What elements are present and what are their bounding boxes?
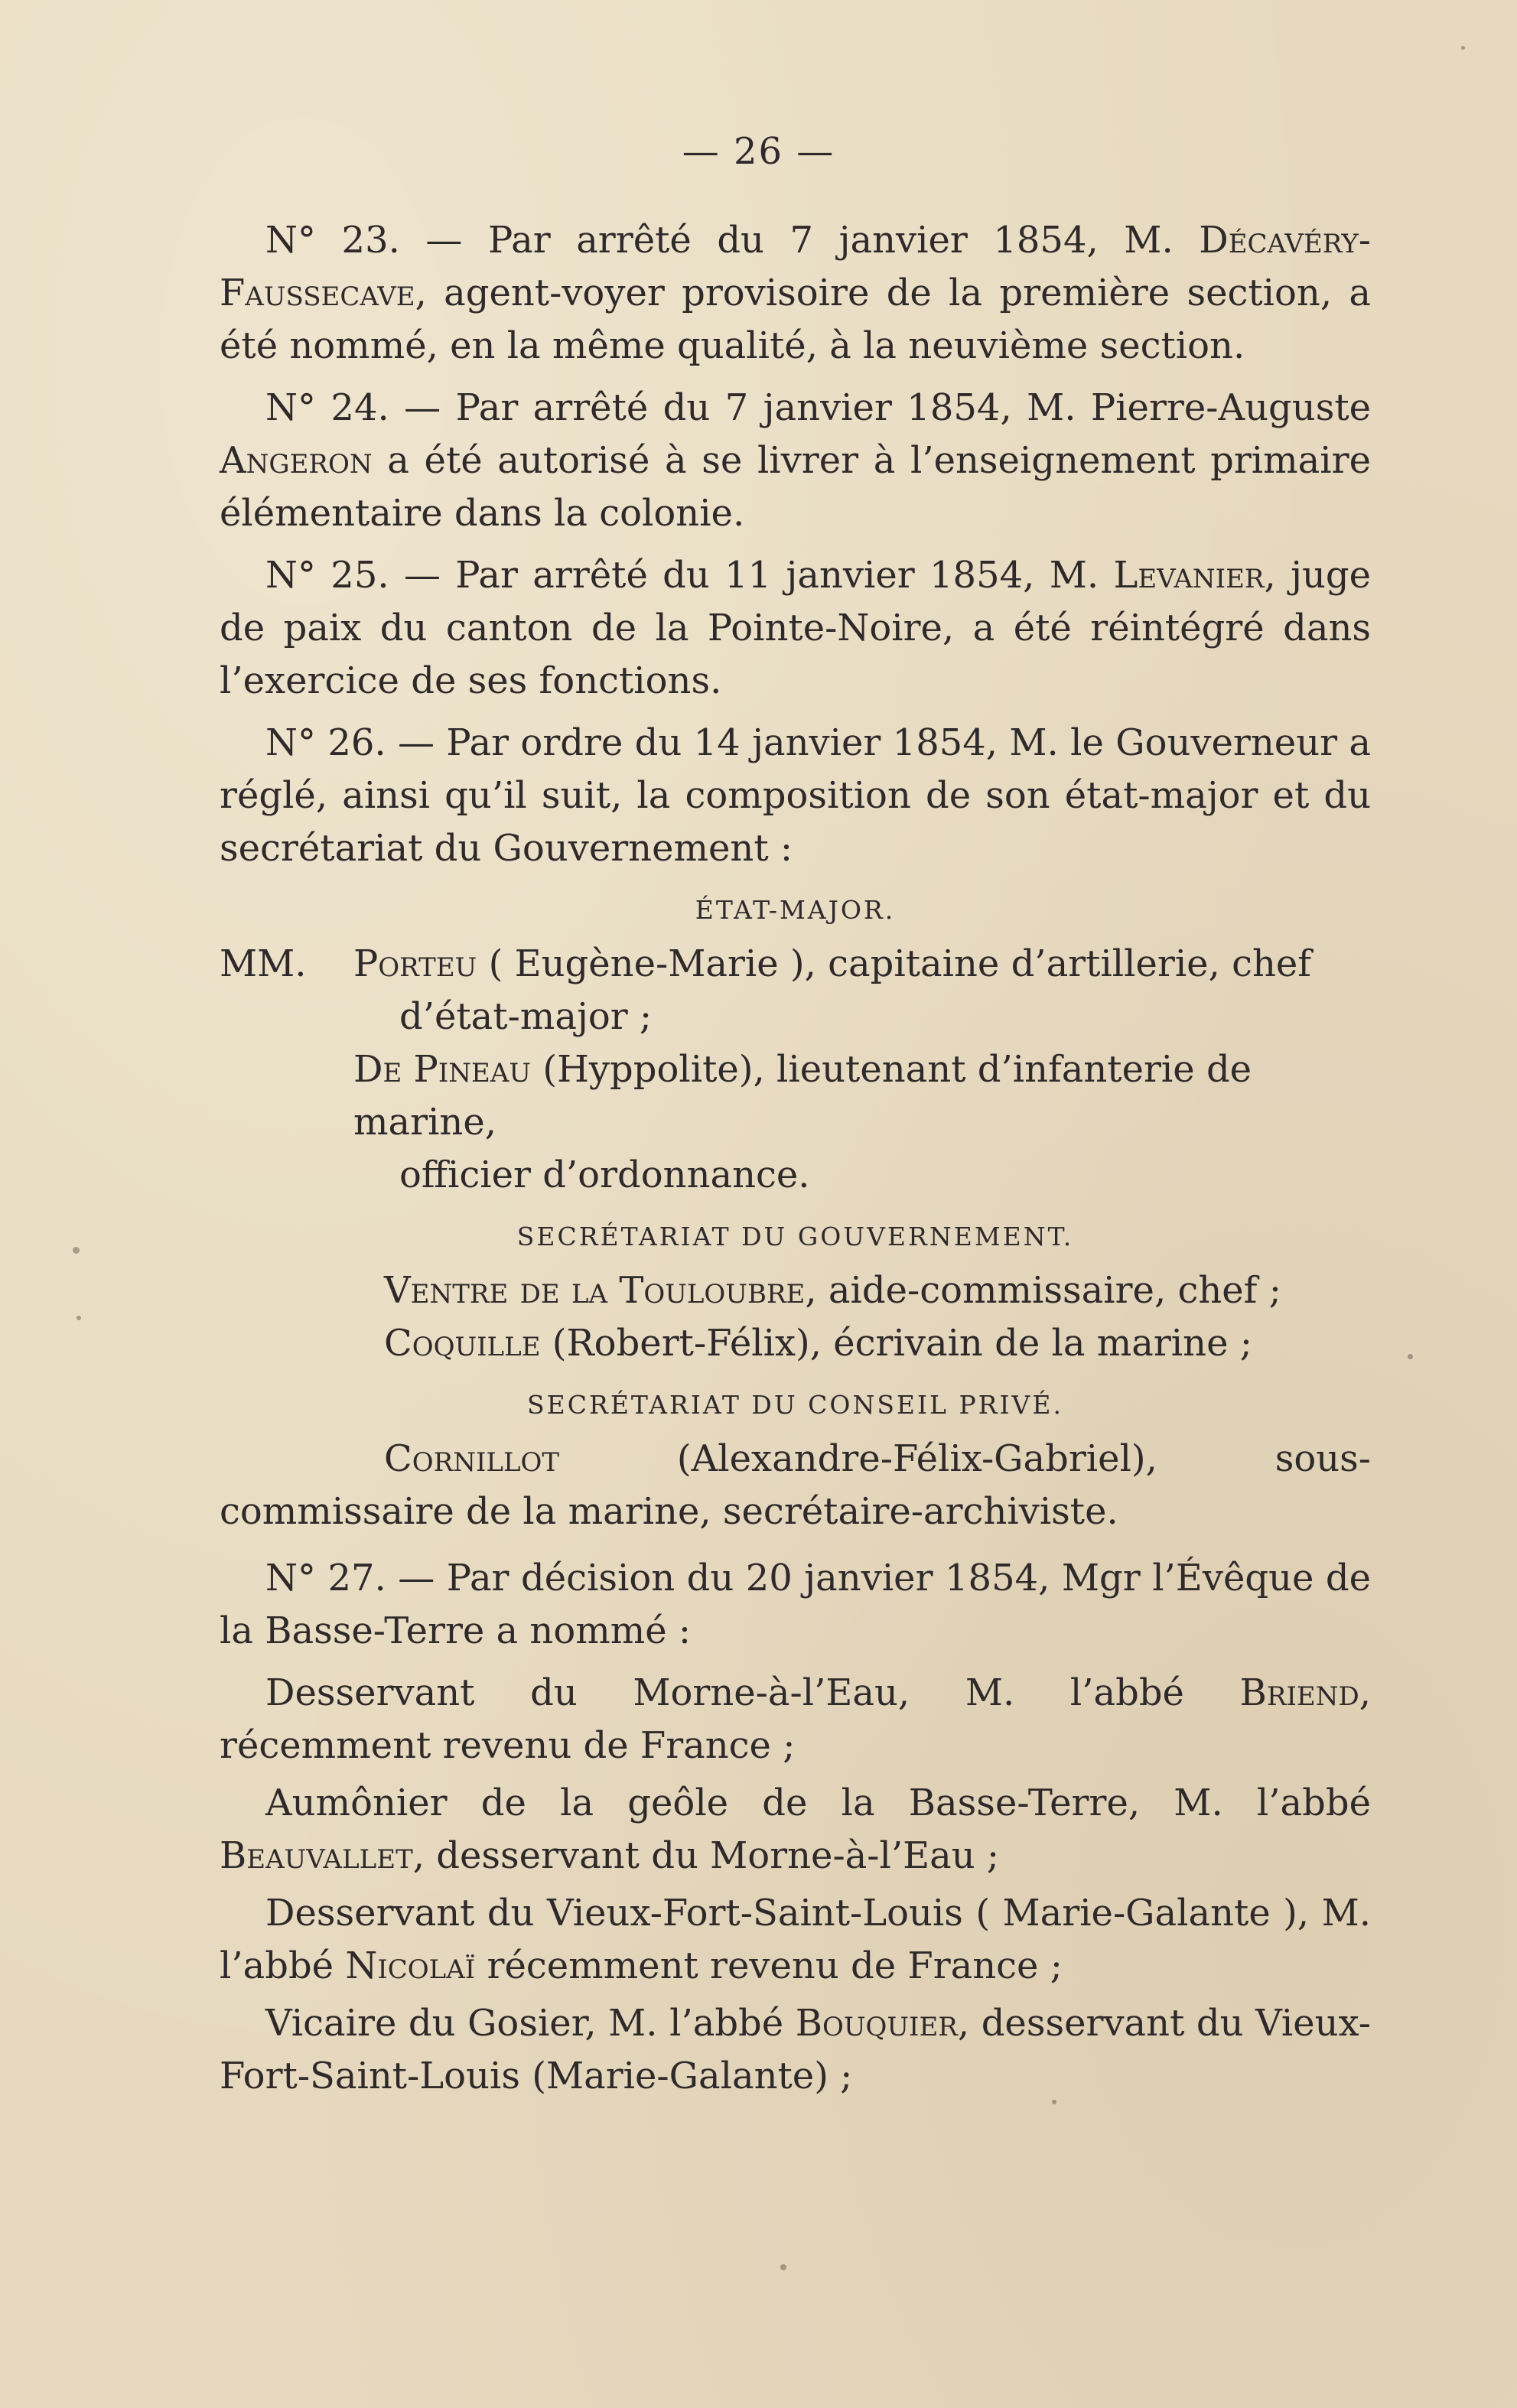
appointment-3-name: Nicolaï (345, 1944, 476, 1987)
appointment-1-text-b: , récemment revenu de France ; (220, 1671, 1371, 1767)
entry-25-text-b: , juge de paix du canton de la Pointe-Noire, a été réintégré dans l’exercice de ses fonctions. (220, 554, 1372, 702)
entry-25-label: N° 25. (265, 554, 389, 597)
staff-prefix: MM. (220, 942, 307, 985)
entry-25-dash: — (389, 554, 456, 597)
staff-text-ventre: , aide-commissaire, chef ; (805, 1269, 1281, 1312)
entry-23-name: Décavéry-Faussecave (220, 219, 1372, 314)
staff-entry-coquille (220, 1317, 1371, 1370)
entry-23-label: N° 23. (265, 219, 400, 262)
staff-name-cornillot: Cornillot (384, 1437, 560, 1480)
secretariat-gouvernement-heading: SECRÉTARIAT DU GOUVERNEMENT. (516, 1222, 1074, 1251)
entry-27-text: Par décision du 20 janvier 1854, Mgr l’Évêque de la Basse-Terre a nommé : (220, 1557, 1372, 1652)
etat-major-heading: ÉTAT-MAJOR. (695, 895, 896, 925)
appointment-1-name: Briend (1239, 1671, 1359, 1714)
entry-24-text-b: a été autorisé à se livrer à l’enseignement primaire élémentaire dans la colonie. (220, 439, 1371, 535)
appointment-2 (220, 1777, 1371, 1882)
entry-26-dash: — (386, 721, 447, 764)
staff-entry-porteu (220, 938, 1371, 1043)
entry-24-label: N° 24. (265, 386, 389, 429)
entry-23-dash: — (399, 219, 488, 262)
entry-24-dash: — (389, 386, 456, 429)
paper-speck (1408, 1354, 1413, 1359)
appointment-3-text-a: Desservant du Vieux-Fort-Saint-Louis ( Marie-Galante ), M. l’abbé (220, 1892, 1371, 1987)
staff-text-pineau-2: officier d’ordonnance. (399, 1154, 810, 1196)
staff-text-porteu-1: ( Eugène-Marie ), capitaine d’artillerie, chef (477, 942, 1312, 985)
staff-entry-pineau (220, 1043, 1371, 1202)
appointment-4 (220, 1997, 1371, 2103)
entry-26 (220, 717, 1371, 875)
entry-26-text: Par ordre du 14 janvier 1854, M. le Gouverneur a réglé, ainsi qu’il suit, la composition de son état-major et du secrétariat du Gouvernement : (220, 721, 1372, 870)
secretariat-conseil-heading: SECRÉTARIAT DU CONSEIL PRIVÉ. (527, 1390, 1063, 1420)
appointment-3 (220, 1887, 1371, 1993)
paper-speck (73, 1247, 80, 1254)
staff-name-porteu: Porteu (353, 942, 477, 985)
entry-25 (220, 549, 1371, 708)
paper-speck (1461, 46, 1465, 50)
entry-25-name: Levanier (1113, 554, 1265, 597)
paper-speck (77, 1316, 81, 1320)
page-body (220, 214, 1371, 2107)
page-number: — 26 — (682, 130, 835, 173)
appointment-3-text-b: récemment revenu de France ; (475, 1944, 1063, 1987)
appointment-2-name: Beauvallet (220, 1834, 413, 1877)
staff-entry-ventre (220, 1264, 1371, 1317)
staff-text-pineau-1: (Hyppolite), lieutenant d’infanterie de marine, (353, 1048, 1252, 1144)
entry-24-text-a: Par arrêté du 7 janvier 1854, M. Pierre-Auguste (455, 386, 1372, 429)
entry-25-text-a: Par arrêté du 11 janvier 1854, M. (455, 554, 1114, 597)
appointment-1 (220, 1667, 1371, 1772)
appointment-2-text-a: Aumônier de la geôle de la Basse-Terre, M. l’abbé (265, 1782, 1371, 1824)
appointment-1-text-a: Desservant du Morne-à-l’Eau, M. l’abbé (265, 1671, 1240, 1714)
entry-24-name: Angeron (220, 439, 373, 482)
entry-27 (220, 1552, 1371, 1658)
appointment-4-text-b: , desservant du Vieux-Fort-Saint-Louis (Marie-Galante) ; (220, 2002, 1372, 2097)
appointment-4-text-a: Vicaire du Gosier, M. l’abbé (265, 2002, 796, 2045)
staff-name-coquille: Coquille (384, 1322, 541, 1365)
staff-name-pineau: De Pineau (353, 1048, 532, 1091)
staff-text-porteu-2: d’état-major ; (399, 995, 653, 1038)
paper-speck (780, 2264, 786, 2270)
appointment-4-name: Bouquier (795, 2002, 958, 2045)
staff-text-coquille: (Robert-Félix), écrivain de la marine ; (540, 1322, 1252, 1365)
staff-text-cornillot: (Alexandre-Félix-Gabriel), sous-commissaire de la marine, secrétaire-archiviste. (220, 1437, 1371, 1533)
entry-23-text-a: Par arrêté du 7 janvier 1854, M. (487, 219, 1200, 262)
staff-entry-porteu-body (353, 938, 1371, 1043)
entry-23 (220, 214, 1371, 373)
entry-23-text-b: , agent-voyer provisoire de la première section, a été nommé, en la même qualité, à la neuvième section. (220, 272, 1371, 367)
entry-26-label: N° 26. (265, 721, 386, 764)
paper-speck (1052, 2100, 1056, 2104)
entry-27-dash: — (386, 1557, 447, 1599)
appointment-2-text-b: , desservant du Morne-à-l’Eau ; (412, 1834, 1000, 1877)
staff-entry-cornillot (220, 1433, 1371, 1538)
staff-name-ventre: Ventre de la Touloubre (384, 1269, 806, 1312)
entry-27-label: N° 27. (265, 1557, 386, 1599)
entry-24 (220, 382, 1371, 540)
